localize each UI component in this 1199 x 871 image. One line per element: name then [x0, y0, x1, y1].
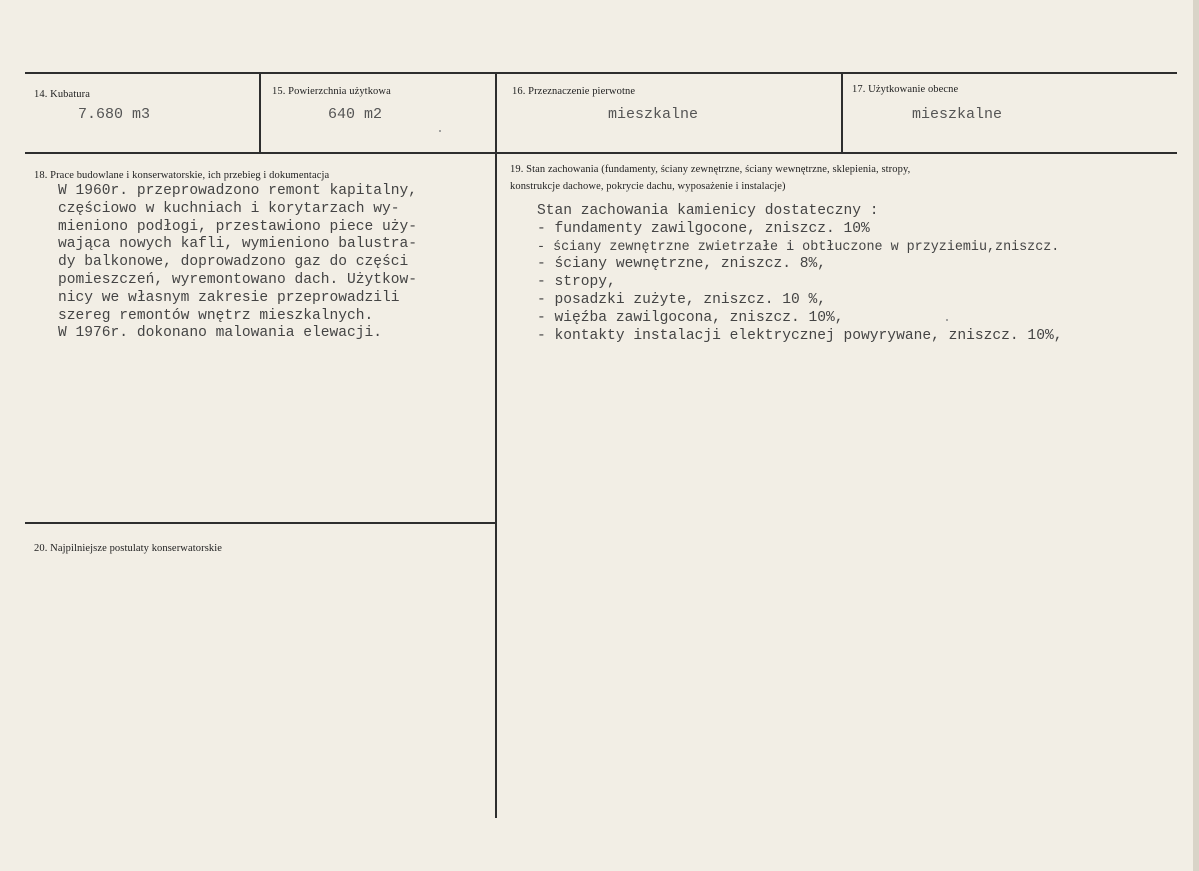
field19-line: Stan zachowania kamienicy dostateczny :	[537, 203, 879, 219]
field18-line: dy balkonowe, doprowadzono gaz do części	[58, 254, 409, 271]
field19-text	[537, 203, 1062, 345]
top-rule	[25, 72, 1177, 74]
field16-value: mieszkalne	[608, 106, 699, 123]
field17-label: 17. Użytkowanie obecne	[852, 84, 959, 95]
field19-line: - więźba zawilgocona, zniszcz. 10%,	[537, 309, 844, 326]
ink-speck	[946, 319, 948, 321]
field18-bottom-rule	[25, 522, 496, 524]
divider-16-17	[841, 73, 843, 153]
field18-line: W 1976r. dokonano malowania elewacji.	[58, 325, 383, 342]
divider-14-15	[259, 73, 261, 153]
field15-value: 640 m2	[328, 106, 383, 123]
field18-text	[58, 183, 417, 343]
field14-value: 7.680 m3	[78, 106, 151, 123]
field18-line: mieniono podłogi, przestawiono piece uży-	[58, 218, 418, 235]
field19-line: - kontakty instalacji elektrycznej powyrywane, zniszcz. 10%,	[537, 327, 1063, 344]
field18-line: szereg remontów wnętrz mieszkalnych.	[58, 307, 374, 324]
field19-line: - ściany zewnętrzne zwietrzałe i obtłuczone w przyziemiu,zniszcz.	[537, 239, 1060, 255]
field19-line: - ściany wewnętrzne, zniszcz. 8%,	[537, 256, 827, 273]
field15-label: 15. Powierzchnia użytkowa	[272, 86, 391, 97]
field19-label-line1: 19. Stan zachowania (fundamenty, ściany zewnętrzne, ściany wewnętrzne, sklepienia, stropy,	[510, 164, 911, 175]
field19-label-line2: konstrukcje dachowe, pokrycie dachu, wyposażenie i instalacje)	[510, 181, 786, 192]
row1-bottom-rule	[25, 152, 1177, 154]
field19-line: - stropy,	[537, 274, 616, 291]
field18-line: wająca nowych kafli, wymieniono balustra-	[58, 236, 418, 253]
field16-label: 16. Przeznaczenie pierwotne	[512, 86, 636, 97]
field18-line: pomieszczeń, wyremontowano dach. Użytkow-	[58, 271, 418, 288]
field18-line: nicy we własnym zakresie przeprowadzili	[58, 289, 400, 306]
field18-line: W 1960r. przeprowadzono remont kapitalny,	[58, 183, 418, 199]
field18-line: częściowo w kuchniach i korytarzach wy-	[58, 200, 400, 217]
field19-line: - fundamenty zawilgocone, zniszcz. 10%	[537, 220, 870, 237]
field20-label: 20. Najpilniejsze postulaty konserwatorskie	[34, 543, 223, 554]
field14-label: 14. Kubatura	[34, 89, 91, 100]
field18-label: 18. Prace budowlane i konserwatorskie, ich przebieg i dokumentacja	[34, 170, 330, 181]
field17-value: mieszkalne	[912, 106, 1003, 123]
card-edge	[1193, 0, 1199, 871]
ink-speck	[439, 130, 441, 132]
field19-line: - posadzki zużyte, zniszcz. 10 %,	[537, 291, 827, 308]
divider-15-16	[495, 73, 497, 818]
